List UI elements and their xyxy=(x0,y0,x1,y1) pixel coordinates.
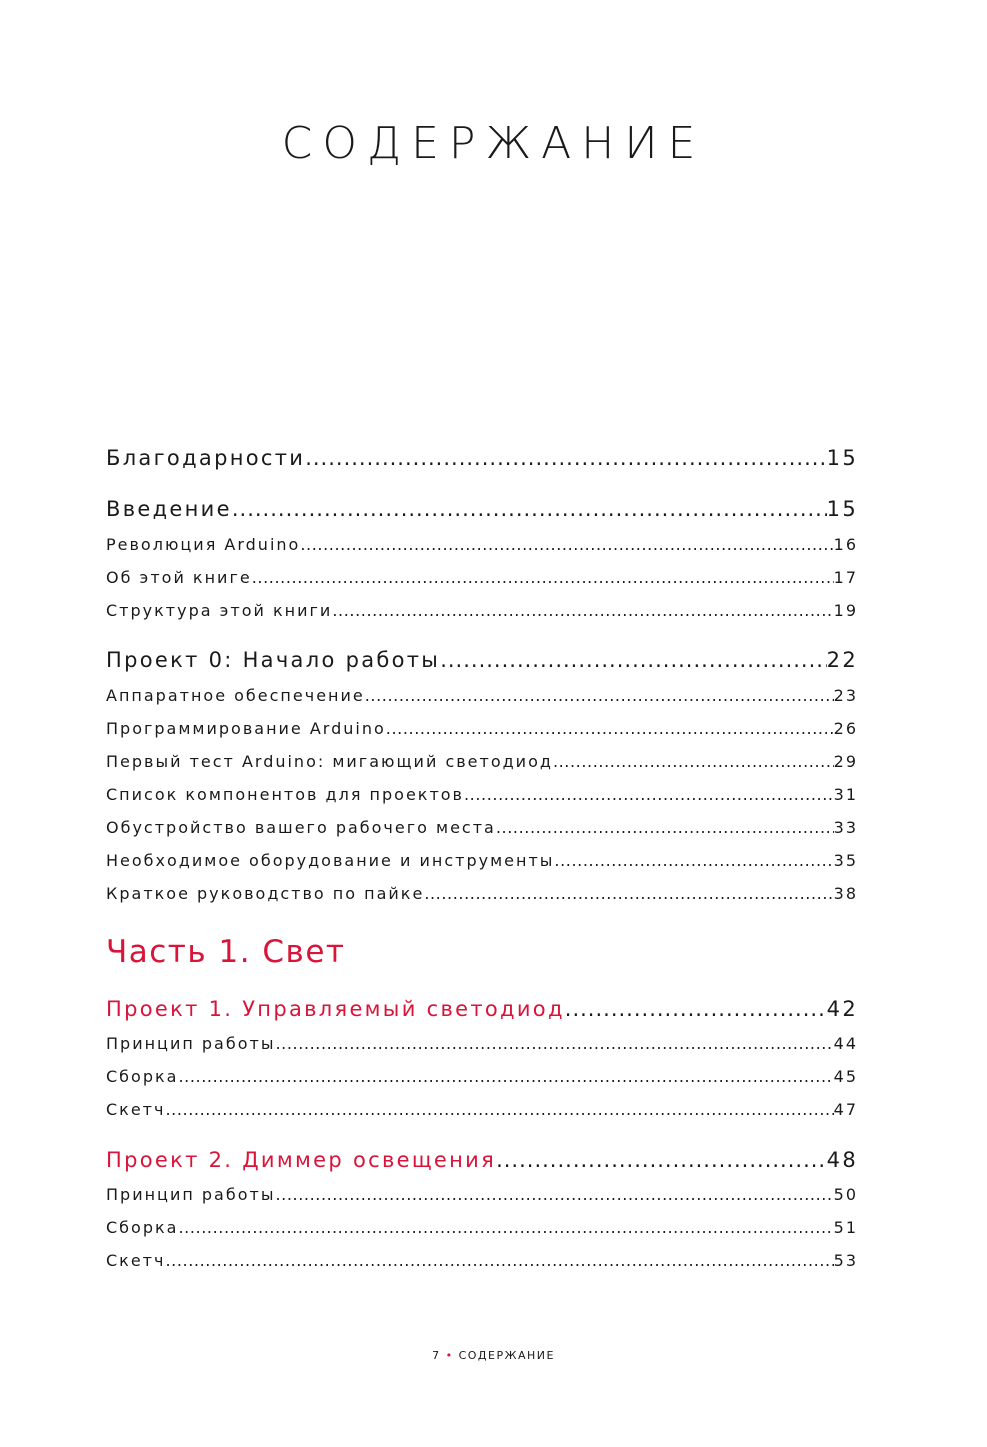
toc-section-introduction[interactable] xyxy=(106,497,858,521)
toc-entry-page: 45 xyxy=(833,1067,858,1086)
toc-entry-page: 22 xyxy=(826,648,858,672)
toc-entry-title: Скетч xyxy=(106,1251,166,1270)
toc-subentry[interactable] xyxy=(106,884,858,903)
toc-entry-title: Первый тест Arduino: мигающий светодиод xyxy=(106,752,553,771)
toc-leader-dots xyxy=(178,1218,833,1237)
toc-entry-title: Программирование Arduino xyxy=(106,719,386,738)
toc-leader-dots xyxy=(165,1251,833,1270)
toc-entry-page: 47 xyxy=(833,1100,858,1119)
toc-section-acknowledgements[interactable] xyxy=(106,446,858,470)
toc-entry-title: Сборка xyxy=(106,1218,179,1237)
toc-entry-title: Введение xyxy=(106,497,232,521)
toc-entry-page: 15 xyxy=(826,497,858,521)
toc-subentry[interactable] xyxy=(106,818,858,837)
toc-subentry[interactable] xyxy=(106,535,858,554)
toc-entry-page: 44 xyxy=(833,1034,858,1053)
toc-subentry[interactable] xyxy=(106,1185,858,1204)
toc-leader-dots xyxy=(305,446,826,470)
toc-entry-page: 19 xyxy=(833,601,858,620)
toc-entry-title: Список компонентов для проектов xyxy=(106,785,464,804)
footer-bullet: • xyxy=(445,1349,454,1362)
toc-subentry[interactable] xyxy=(106,785,858,804)
toc-entry-page: 15 xyxy=(826,446,858,470)
toc-leader-dots xyxy=(165,1100,833,1119)
toc-subentry[interactable] xyxy=(106,568,858,587)
toc-entry-title: Структура этой книги xyxy=(106,601,333,620)
toc-entry-title: Об этой книге xyxy=(106,568,252,587)
toc-subentry[interactable] xyxy=(106,851,858,870)
toc-leader-dots xyxy=(275,1034,833,1053)
toc-entry-title: Проект 1. Управляемый светодиод xyxy=(106,997,565,1021)
toc-leader-dots xyxy=(275,1185,833,1204)
toc-leader-dots xyxy=(440,648,826,672)
toc-entry-page: 23 xyxy=(833,686,858,705)
toc-entry-title: Благодарности xyxy=(106,446,306,470)
toc-entry-title: Необходимое оборудование и инструменты xyxy=(106,851,555,870)
toc-leader-dots xyxy=(464,785,834,804)
toc-subentry[interactable] xyxy=(106,1034,858,1053)
toc-subentry[interactable] xyxy=(106,719,858,738)
toc-project-2[interactable] xyxy=(106,1148,858,1172)
toc-leader-dots xyxy=(252,568,834,587)
toc-entry-title: Принцип работы xyxy=(106,1034,276,1053)
toc-leader-dots xyxy=(232,497,827,521)
toc-project-1[interactable] xyxy=(106,997,858,1021)
toc-leader-dots xyxy=(300,535,833,554)
toc-entry-page: 16 xyxy=(833,535,858,554)
toc-entry-title: Принцип работы xyxy=(106,1185,276,1204)
toc-subentry[interactable] xyxy=(106,1100,858,1119)
toc-entry-page: 51 xyxy=(833,1218,858,1237)
toc-entry-title: Обустройство вашего рабочего места xyxy=(106,818,496,837)
toc-leader-dots xyxy=(565,997,827,1021)
toc-entry-page: 31 xyxy=(833,785,858,804)
toc-leader-dots xyxy=(424,884,833,903)
toc-entry-title: Революция Arduino xyxy=(106,535,301,554)
footer-label: СОДЕРЖАНИЕ xyxy=(458,1349,555,1362)
toc-leader-dots xyxy=(365,686,834,705)
toc-leader-dots xyxy=(332,601,833,620)
table-of-contents xyxy=(106,0,858,1447)
toc-leader-dots xyxy=(554,851,833,870)
toc-entry-page: 50 xyxy=(833,1185,858,1204)
toc-entry-page: 33 xyxy=(833,818,858,837)
toc-entry-page: 35 xyxy=(833,851,858,870)
part-heading: Часть 1. Свет xyxy=(106,934,346,970)
toc-subentry[interactable] xyxy=(106,1218,858,1237)
toc-entry-page: 53 xyxy=(833,1251,858,1270)
page-footer xyxy=(0,1349,987,1362)
toc-entry-page: 48 xyxy=(826,1148,858,1172)
page-title: СОДЕРЖАНИЕ xyxy=(281,118,706,169)
toc-leader-dots xyxy=(496,818,834,837)
toc-section-project-0[interactable] xyxy=(106,648,858,672)
toc-entry-title: Аппаратное обеспечение xyxy=(106,686,365,705)
toc-entry-title: Проект 2. Диммер освещения xyxy=(106,1148,497,1172)
toc-subentry[interactable] xyxy=(106,752,858,771)
toc-entry-page: 17 xyxy=(833,568,858,587)
footer-page-number: 7 xyxy=(432,1349,441,1362)
toc-subentry[interactable] xyxy=(106,1067,858,1086)
toc-subentry[interactable] xyxy=(106,1251,858,1270)
toc-leader-dots xyxy=(496,1148,827,1172)
toc-entry-title: Краткое руководство по пайке xyxy=(106,884,425,903)
toc-entry-page: 26 xyxy=(833,719,858,738)
toc-entry-page: 29 xyxy=(833,752,858,771)
toc-entry-title: Проект 0: Начало работы xyxy=(106,648,441,672)
toc-subentry[interactable] xyxy=(106,686,858,705)
toc-entry-page: 38 xyxy=(833,884,858,903)
toc-entry-title: Скетч xyxy=(106,1100,166,1119)
toc-subentry[interactable] xyxy=(106,601,858,620)
toc-entry-page: 42 xyxy=(826,997,858,1021)
toc-leader-dots xyxy=(178,1067,833,1086)
toc-leader-dots xyxy=(386,719,834,738)
toc-leader-dots xyxy=(553,752,834,771)
toc-entry-title: Сборка xyxy=(106,1067,179,1086)
